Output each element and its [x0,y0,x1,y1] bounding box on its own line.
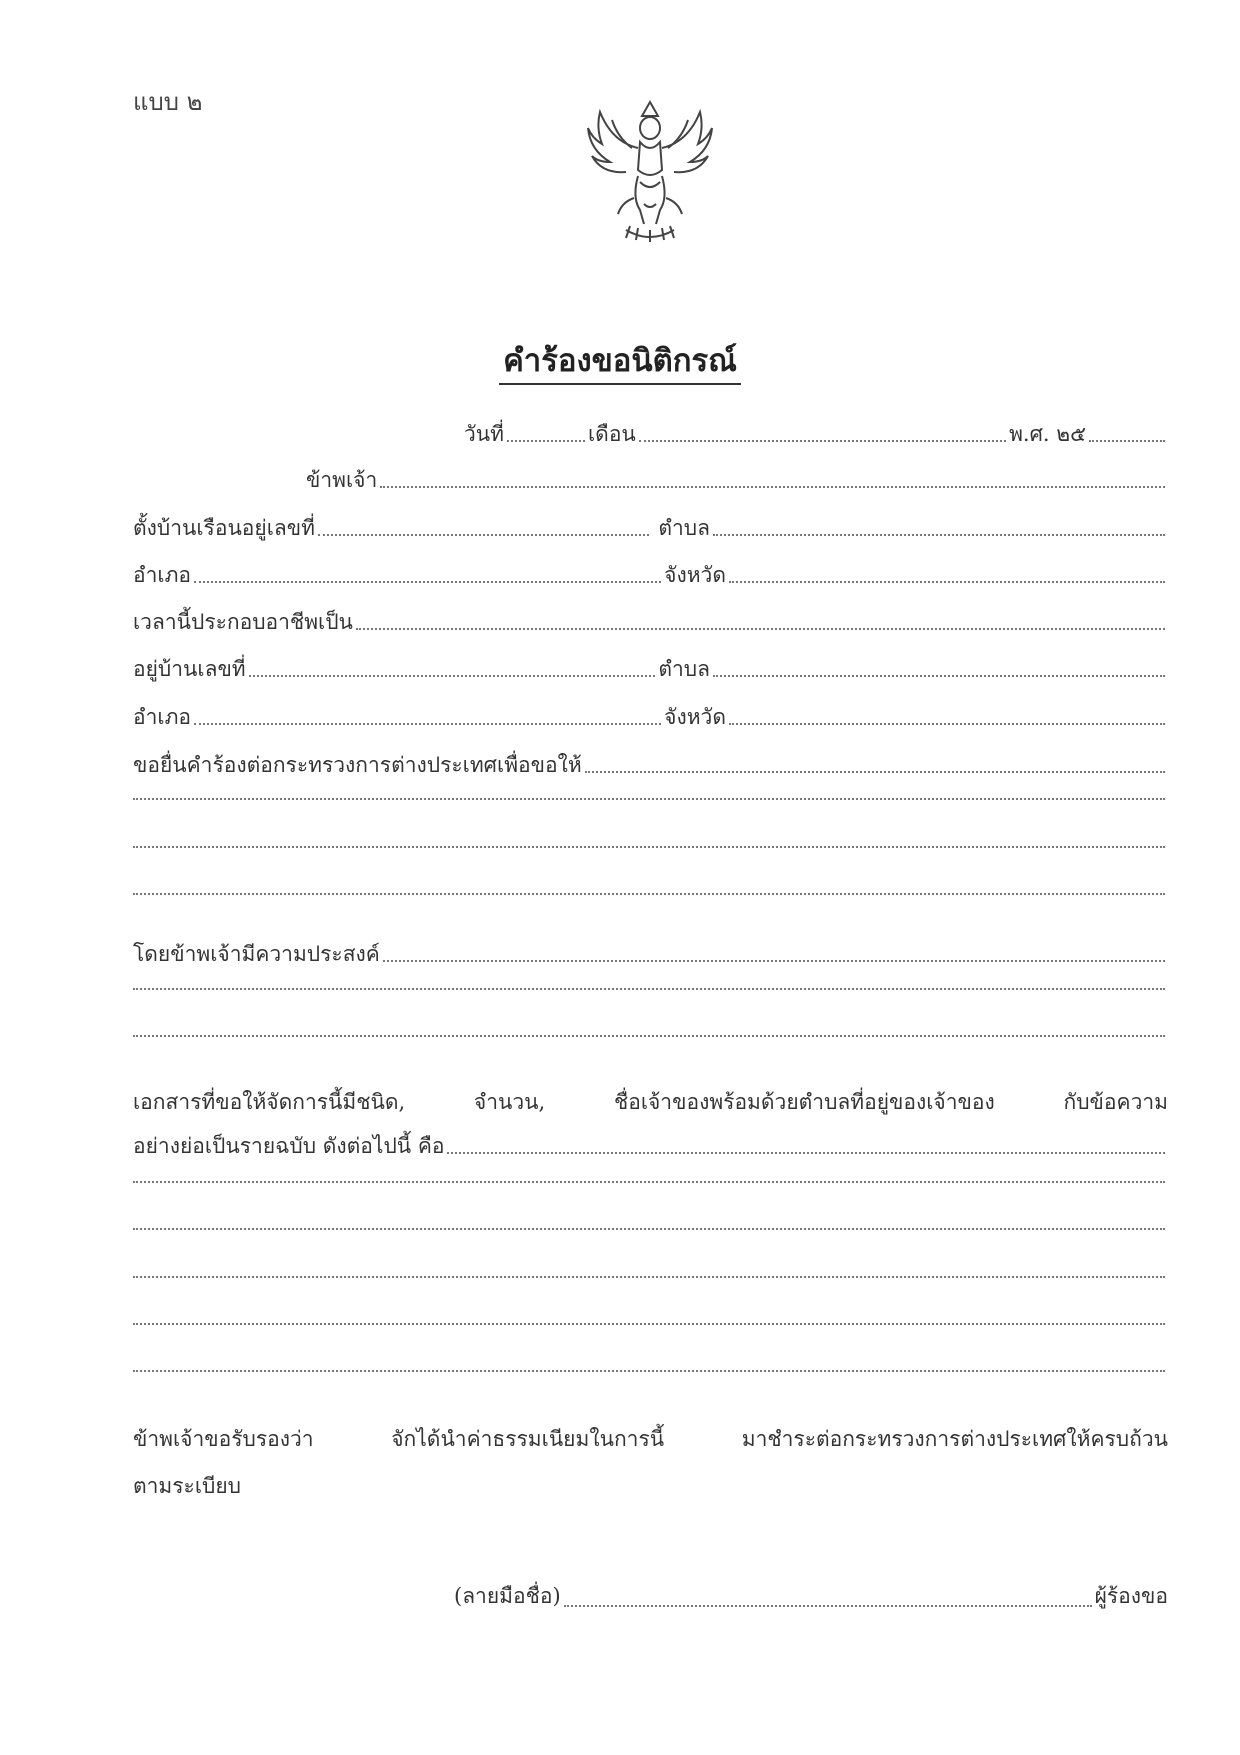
documents-description: เอกสารที่ขอให้จัดการนี้มีชนิด, จำนวน, ชื่อเจ้าของพร้อมด้วยตำบลที่อยู่ของเจ้าของ กับข้อความ [133,1090,1168,1114]
province-field[interactable] [729,581,1165,583]
applicant-field[interactable] [380,486,1165,488]
occupation-line [133,608,1168,636]
documents-label: อย่างย่อเป็นรายฉบับ ดังต่อไปนี้ คือ [133,1134,445,1158]
documents-continuation [133,1228,1168,1236]
month-field[interactable] [639,440,1006,442]
subdistrict2-field[interactable] [713,675,1165,677]
province-label: จังหวัด [664,563,726,587]
documents-continuation [133,1323,1168,1331]
purpose-continuation [133,1035,1168,1043]
occupation-field[interactable] [356,628,1165,630]
documents-line [133,1132,1168,1160]
documents-field-4[interactable] [133,1276,1165,1278]
signature-field[interactable] [564,1605,1092,1607]
applicant-role-label: ผู้ร้องขอ [1094,1584,1168,1608]
year-field[interactable] [1089,440,1165,442]
house-no-field[interactable] [318,534,649,536]
house-no-label: ตั้งบ้านเรือนอยู่เลขที่ [133,516,315,540]
documents-continuation [133,1276,1168,1284]
form-code: แบบ ๒ [133,88,203,116]
province2-label: จังหวัด [664,705,726,729]
applicant-line [306,466,1168,494]
subdistrict-field[interactable] [713,534,1165,536]
request-continuation [133,846,1168,854]
request-field[interactable] [585,771,1165,773]
day-field[interactable] [507,440,585,442]
date-line [464,420,1168,448]
district-field[interactable] [194,581,661,583]
current-address-line [133,655,1168,683]
province2-field[interactable] [729,723,1165,725]
request-label: ขอยื่นคำร้องต่อกระทรวงการต่างประเทศเพื่อขอให้ [133,753,582,777]
month-label: เดือน [588,422,636,446]
signature-line [454,1580,1168,1613]
garuda-emblem-icon [582,98,718,250]
current-house-no-field[interactable] [249,675,656,677]
district-line [133,561,1168,589]
district2-field[interactable] [194,723,661,725]
district-label: อำเภอ [133,563,192,587]
request-field-2[interactable] [133,798,1165,800]
day-label: วันที่ [464,422,504,446]
applicant-label: ข้าพเจ้า [306,468,378,492]
current-district-line [133,703,1168,731]
current-house-no-label: อยู่บ้านเลขที่ [133,657,246,681]
request-line [133,751,1168,779]
subdistrict-label: ตำบล [658,516,710,540]
purpose-label: โดยข้าพเจ้ามีความประสงค์ [133,942,380,966]
request-continuation [133,798,1168,806]
documents-field-6[interactable] [133,1370,1165,1372]
address-line [133,514,1168,542]
documents-field-5[interactable] [133,1323,1165,1325]
year-label: พ.ศ. ๒๕ [1009,422,1086,446]
purpose-line [133,940,1168,968]
documents-field[interactable] [447,1152,1165,1154]
documents-field-3[interactable] [133,1228,1165,1230]
purpose-field-2[interactable] [133,988,1165,990]
request-field-4[interactable] [133,893,1165,895]
documents-continuation [133,1370,1168,1378]
documents-continuation [133,1181,1168,1189]
certification-text-2: ตามระเบียบ [133,1474,241,1498]
signature-label: (ลายมือชื่อ) [454,1584,561,1608]
purpose-field[interactable] [383,960,1165,962]
subdistrict2-label: ตำบล [658,657,710,681]
request-field-3[interactable] [133,846,1165,848]
district2-label: อำเภอ [133,705,192,729]
occupation-label: เวลานี้ประกอบอาชีพเป็น [133,610,353,634]
certification-text: ข้าพเจ้าขอรับรองว่า จักได้นำค่าธรรมเนียมในการนี้ มาชำระต่อกระทรวงการต่างประเทศให้ครบถ้วน [133,1427,1168,1451]
documents-field-2[interactable] [133,1181,1165,1183]
purpose-continuation [133,988,1168,996]
purpose-field-3[interactable] [133,1035,1165,1037]
request-continuation [133,893,1168,901]
form-title: คำร้องขอนิติกรณ์ [0,335,1240,385]
